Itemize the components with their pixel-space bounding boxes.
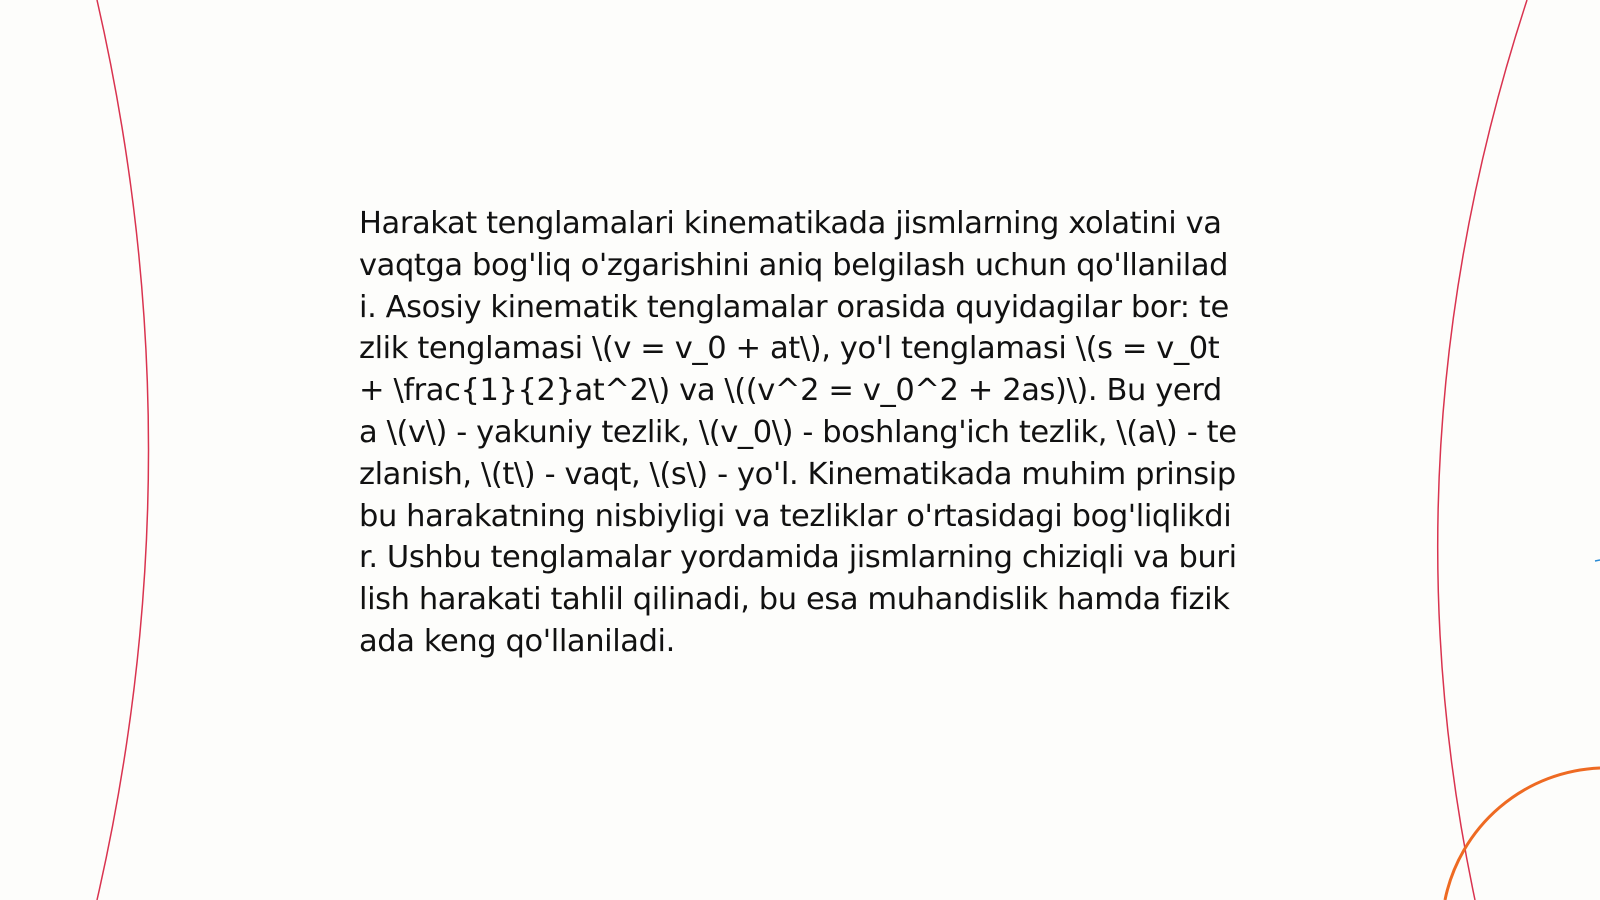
body-paragraph: Harakat tenglamalari kinematikada jismlarning xolatini va vaqtga bog'liq o'zgarishini aniq belgilash uchun qo'llaniladi. Asosiy kinematik tenglamalar orasida quyidagilar bor: tezlik tenglamasi \(v = v_0 + at\), yo'l tenglamasi \(s = v_0t + \frac{1}{2}at^2\) va \((v^2 = v_0^2 + 2as)\). Bu yerda \(v\) - yakuniy tezlik, \(v_0\) - boshlang'ich tezlik, \(a\) - tezlanish, \(t\) - vaqt, \(s\) - yo'l. Kinematikada muhim prinsip bu harakatning nisbiyligi va tezliklar o'rtasidagi bog'liqlikdir. Ushbu tenglamalar yordamida jismlarning chiziqli va burilish harakati tahlil qilinadi, bu esa muhandislik hamda fizikada keng qo'llaniladi. xyxy=(359,206,1237,659)
right-arc xyxy=(1438,0,1527,900)
orange-circle-arc xyxy=(1445,768,1600,900)
left-arc xyxy=(97,0,149,900)
blue-tick-mark xyxy=(1595,560,1600,561)
